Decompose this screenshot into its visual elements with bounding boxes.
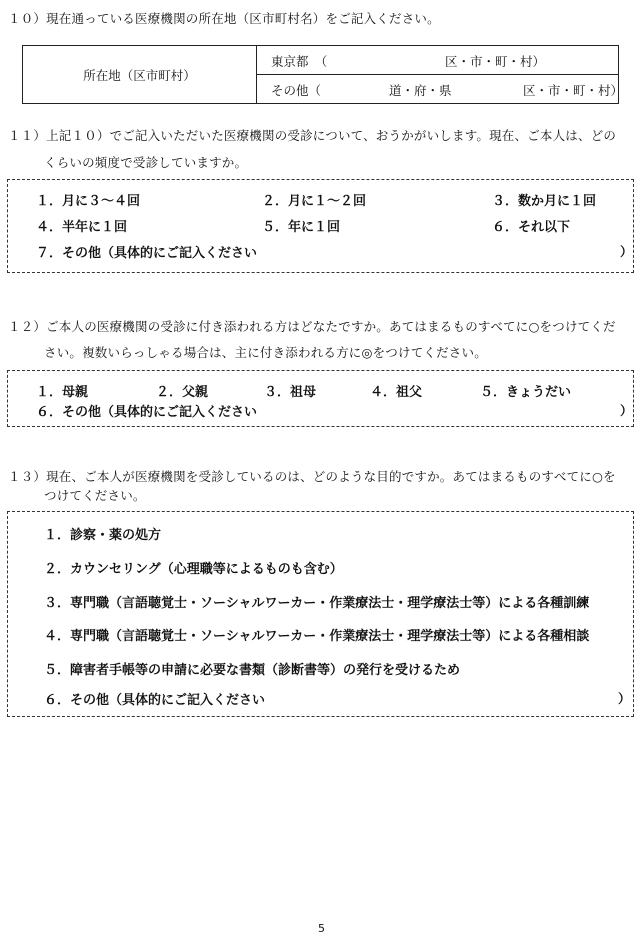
address-other-cell[interactable] [257,75,624,104]
q11-option-3[interactable]: ３．数か月に１回 [492,194,597,209]
q11-option-7[interactable]: ７．その他（具体的にご記入ください [36,246,258,261]
q12-question-line1: １２）ご本人の医療機関の受診に付き添われる方はどなたですか。あてはまるものすべてに○をつけてくだ [8,319,616,334]
q12-option-2[interactable]: ２．父親 [156,385,209,400]
q11-option-5[interactable]: ５．年に１回 [262,220,341,235]
q13-question-line1: １３）現在、ご本人が医療機関を受診しているのは、どのような目的ですか。あてはまるものすべてに○を [8,469,616,484]
tokyo-prefix: 東京都 （ [271,54,328,69]
address-tokyo-cell[interactable] [257,46,619,75]
address-label-cell [23,46,257,104]
q11-question-line1: １１）上記１０）でご記入いただいた医療機関の受診について、おうかがいします。現在、ご本人は、どの [8,128,617,143]
page-number: 5 [318,922,325,935]
q11-option-4[interactable]: ４．半年に１回 [36,220,128,235]
q13-option-1[interactable]: １．診察・薬の処方 [44,528,162,543]
q11-close-paren: ） [620,244,633,259]
q12-option-4[interactable]: ４．祖父 [370,385,423,400]
q12-option-3[interactable]: ３．祖母 [264,385,317,400]
tokyo-suffix: 区・市・町・村） [445,54,546,69]
q12-close-paren: ） [620,403,633,418]
q13-question-line2: つけてください。 [44,488,146,503]
q12-option-1[interactable]: １．母親 [36,385,89,400]
address-table [22,45,624,104]
q13-option-3[interactable]: ３．専門職（言語聴覚士・ソーシャルワーカー・作業療法士・理学療法士等）による各種訓練 [44,596,590,611]
q12-option-6[interactable]: ６．その他（具体的にご記入ください [36,405,258,420]
address-label: 所在地（区市町村） [83,67,196,83]
q13-option-2[interactable]: ２．カウンセリング（心理職等によるものも含む） [44,562,343,577]
q13-option-5[interactable]: ５．障害者手帳等の申請に必要な書類（診断書等）の発行を受けるため [44,663,461,678]
q13-option-4[interactable]: ４．専門職（言語聴覚士・ソーシャルワーカー・作業療法士・理学療法士等）による各種相談 [44,629,590,644]
q10-question: １０）現在通っている医療機関の所在地（区市町村名）をご記入ください。 [8,11,440,26]
other-suffix: 区・市・町・村） [523,83,624,98]
q13-close-paren: ） [618,691,631,706]
q11-option-2[interactable]: ２．月に１～２回 [262,194,367,209]
q11-option-6[interactable]: ６．それ以下 [492,220,571,235]
q11-question-line2: くらいの頻度で受診していますか。 [44,155,248,170]
q13-option-6[interactable]: ６．その他（具体的にご記入ください [44,693,266,708]
other-prefecture: 道・府・県 [389,83,452,98]
q11-option-1[interactable]: １．月に３～４回 [36,194,141,209]
q12-option-5[interactable]: ５．きょうだい [480,385,572,400]
other-prefix: その他（ [271,83,322,98]
q12-question-line2: さい。複数いらっしゃる場合は、主に付き添われる方に◎をつけてください。 [44,345,487,360]
